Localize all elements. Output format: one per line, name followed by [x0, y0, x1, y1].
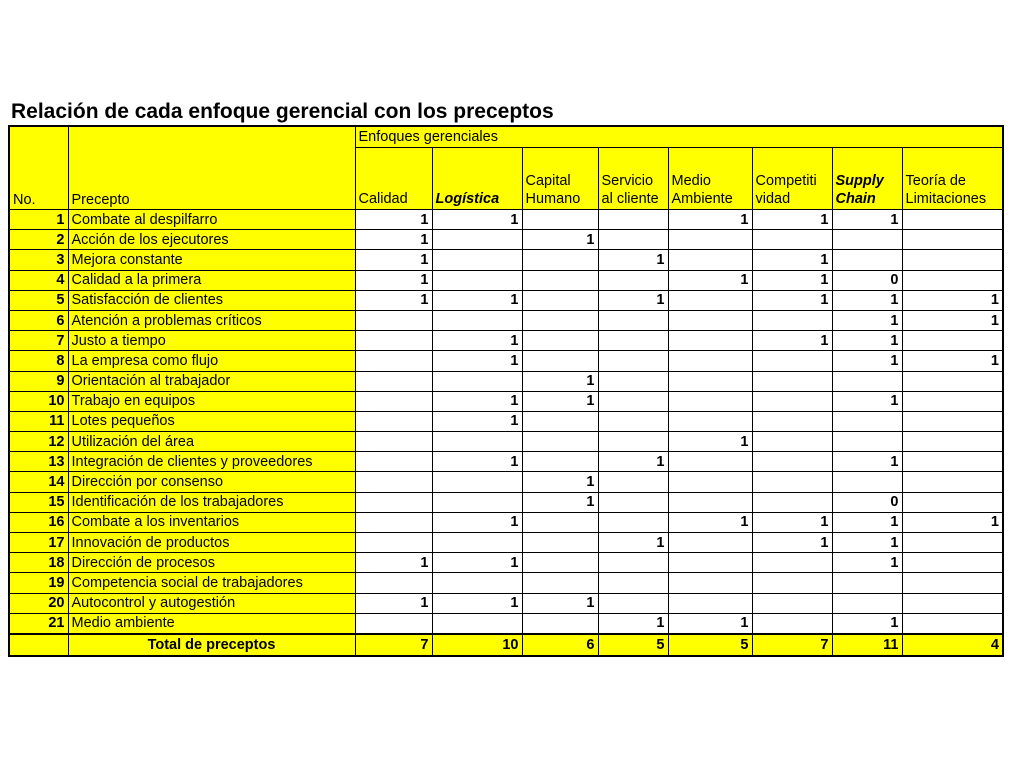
cell-value: 1 [598, 533, 668, 553]
row-precepto: Combate al despilfarro [68, 210, 355, 230]
row-number: 12 [9, 432, 68, 452]
total-row [9, 634, 1003, 656]
cell-value [668, 472, 752, 492]
cell-value: 1 [432, 391, 522, 411]
row-number: 11 [9, 411, 68, 431]
row-number: 7 [9, 331, 68, 351]
cell-value: 1 [598, 290, 668, 310]
page-title: Relación de cada enfoque gerencial con los preceptos [11, 100, 554, 123]
row-number: 4 [9, 270, 68, 290]
row-number: 15 [9, 492, 68, 512]
cell-value: 1 [432, 452, 522, 472]
cell-value [832, 432, 902, 452]
row-precepto: Acción de los ejecutores [68, 230, 355, 250]
cell-value [522, 553, 598, 573]
cell-value: 1 [752, 250, 832, 270]
cell-value [902, 250, 1003, 270]
total-value: 5 [598, 634, 668, 656]
cell-value [598, 573, 668, 593]
table-row [9, 432, 1003, 452]
cell-value [752, 452, 832, 472]
cell-value [432, 371, 522, 391]
cell-value [598, 472, 668, 492]
row-precepto: Innovación de productos [68, 533, 355, 553]
row-number: 14 [9, 472, 68, 492]
cell-value [598, 371, 668, 391]
row-number: 8 [9, 351, 68, 371]
table-row [9, 573, 1003, 593]
cell-value [902, 472, 1003, 492]
cell-value [432, 432, 522, 452]
total-value: 7 [752, 634, 832, 656]
cell-value [432, 310, 522, 330]
cell-value [598, 411, 668, 431]
cell-value [832, 472, 902, 492]
cell-value [832, 230, 902, 250]
cell-value [832, 593, 902, 613]
cell-value: 1 [832, 512, 902, 532]
cell-value [522, 512, 598, 532]
cell-value [832, 411, 902, 431]
cell-value [752, 371, 832, 391]
cell-value [752, 391, 832, 411]
row-precepto: Trabajo en equipos [68, 391, 355, 411]
row-precepto: La empresa como flujo [68, 351, 355, 371]
cell-value: 1 [752, 512, 832, 532]
table-row [9, 553, 1003, 573]
table-row [9, 210, 1003, 230]
cell-value [598, 270, 668, 290]
row-number: 10 [9, 391, 68, 411]
cell-value [752, 613, 832, 634]
cell-value [668, 250, 752, 270]
row-number: 2 [9, 230, 68, 250]
row-number: 13 [9, 452, 68, 472]
cell-value: 1 [832, 533, 902, 553]
cell-value [432, 230, 522, 250]
cell-value [902, 573, 1003, 593]
cell-value: 1 [598, 452, 668, 472]
cell-value: 1 [432, 351, 522, 371]
cell-value [752, 432, 832, 452]
cell-value [668, 391, 752, 411]
cell-value: 1 [432, 512, 522, 532]
cell-value [355, 573, 432, 593]
cell-value: 0 [832, 492, 902, 512]
table-row [9, 512, 1003, 532]
cell-value [902, 391, 1003, 411]
cell-value [522, 452, 598, 472]
cell-value: 1 [355, 593, 432, 613]
cell-value [598, 432, 668, 452]
cell-value [432, 270, 522, 290]
cell-value: 1 [668, 270, 752, 290]
cell-value [668, 351, 752, 371]
cell-value [522, 210, 598, 230]
cell-value: 1 [522, 593, 598, 613]
row-number: 18 [9, 553, 68, 573]
cell-value [752, 573, 832, 593]
cell-value: 1 [902, 290, 1003, 310]
cell-value [902, 270, 1003, 290]
cell-value: 1 [668, 512, 752, 532]
cell-value [432, 492, 522, 512]
cell-value [902, 553, 1003, 573]
cell-value [355, 310, 432, 330]
row-number: 16 [9, 512, 68, 532]
row-precepto: Utilización del área [68, 432, 355, 452]
cell-value [902, 452, 1003, 472]
cell-value [668, 593, 752, 613]
cell-value [752, 411, 832, 431]
cell-value: 1 [432, 553, 522, 573]
cell-value [355, 391, 432, 411]
table-row [9, 533, 1003, 553]
header-no: No. [9, 126, 68, 210]
cell-value [355, 492, 432, 512]
cell-value [668, 371, 752, 391]
row-precepto: Competencia social de trabajadores [68, 573, 355, 593]
table-row [9, 593, 1003, 613]
table-row [9, 472, 1003, 492]
table-row [9, 331, 1003, 351]
header-competitividad: Competiti vidad [752, 148, 832, 210]
cell-value [902, 331, 1003, 351]
cell-value: 1 [832, 391, 902, 411]
cell-value [902, 371, 1003, 391]
cell-value [832, 250, 902, 270]
cell-value [355, 512, 432, 532]
cell-value: 1 [522, 492, 598, 512]
cell-value [902, 230, 1003, 250]
header-enfoques-gerenciales: Enfoques gerenciales [355, 126, 1003, 148]
row-precepto: Combate a los inventarios [68, 512, 355, 532]
total-empty-cell [9, 634, 68, 656]
cell-value [355, 411, 432, 431]
row-number: 1 [9, 210, 68, 230]
cell-value: 1 [598, 613, 668, 634]
cell-value: 1 [432, 210, 522, 230]
header-logistica: Logística [432, 148, 522, 210]
header-teoria-limitaciones: Teoría de Limitaciones [902, 148, 1003, 210]
row-number: 6 [9, 310, 68, 330]
cell-value: 1 [752, 290, 832, 310]
cell-value: 1 [832, 310, 902, 330]
header-calidad: Calidad [355, 148, 432, 210]
cell-value: 1 [902, 351, 1003, 371]
table-row [9, 371, 1003, 391]
row-precepto: Dirección de procesos [68, 553, 355, 573]
cell-value [598, 310, 668, 330]
cell-value: 1 [432, 290, 522, 310]
cell-value [598, 492, 668, 512]
total-value: 11 [832, 634, 902, 656]
cell-value [668, 452, 752, 472]
cell-value [598, 331, 668, 351]
row-number: 20 [9, 593, 68, 613]
row-precepto: Identificación de los trabajadores [68, 492, 355, 512]
cell-value: 1 [832, 351, 902, 371]
cell-value [902, 593, 1003, 613]
cell-value [668, 533, 752, 553]
row-number: 3 [9, 250, 68, 270]
cell-value [355, 472, 432, 492]
cell-value: 1 [522, 391, 598, 411]
cell-value: 1 [432, 411, 522, 431]
table-row [9, 250, 1003, 270]
cell-value [752, 230, 832, 250]
cell-value: 1 [432, 331, 522, 351]
cell-value [668, 573, 752, 593]
total-label: Total de preceptos [68, 634, 355, 656]
row-number: 17 [9, 533, 68, 553]
cell-value: 1 [522, 371, 598, 391]
cell-value: 1 [355, 270, 432, 290]
table-row [9, 391, 1003, 411]
cell-value [522, 331, 598, 351]
cell-value: 1 [355, 250, 432, 270]
cell-value: 1 [902, 310, 1003, 330]
cell-value [752, 492, 832, 512]
row-number: 5 [9, 290, 68, 310]
total-value: 7 [355, 634, 432, 656]
cell-value [902, 533, 1003, 553]
cell-value [902, 613, 1003, 634]
row-precepto: Dirección por consenso [68, 472, 355, 492]
row-precepto: Calidad a la primera [68, 270, 355, 290]
table-row [9, 492, 1003, 512]
cell-value: 1 [752, 270, 832, 290]
cell-value: 1 [522, 472, 598, 492]
cell-value [355, 432, 432, 452]
cell-value: 1 [832, 331, 902, 351]
row-number: 9 [9, 371, 68, 391]
table-row [9, 613, 1003, 634]
cell-value [598, 512, 668, 532]
cell-value [668, 230, 752, 250]
cell-value [902, 492, 1003, 512]
header-precepto: Precepto [68, 126, 355, 210]
cell-value [522, 270, 598, 290]
cell-value: 1 [355, 553, 432, 573]
cell-value [522, 613, 598, 634]
total-value: 4 [902, 634, 1003, 656]
row-precepto: Autocontrol y autogestión [68, 593, 355, 613]
row-precepto: Integración de clientes y proveedores [68, 452, 355, 472]
cell-value: 1 [752, 210, 832, 230]
cell-value [832, 371, 902, 391]
cell-value [752, 472, 832, 492]
cell-value: 1 [598, 250, 668, 270]
cell-value: 1 [832, 290, 902, 310]
header-servicio-cliente: Servicio al cliente [598, 148, 668, 210]
cell-value [668, 290, 752, 310]
cell-value [522, 573, 598, 593]
cell-value: 1 [832, 452, 902, 472]
cell-value [355, 613, 432, 634]
cell-value [598, 593, 668, 613]
cell-value [432, 613, 522, 634]
cell-value [522, 250, 598, 270]
cell-value [668, 411, 752, 431]
cell-value [355, 452, 432, 472]
cell-value: 1 [668, 432, 752, 452]
cell-value: 1 [432, 593, 522, 613]
cell-value [598, 230, 668, 250]
row-precepto: Orientación al trabajador [68, 371, 355, 391]
total-value: 10 [432, 634, 522, 656]
table-row [9, 351, 1003, 371]
row-precepto: Justo a tiempo [68, 331, 355, 351]
table-row [9, 452, 1003, 472]
table-row [9, 411, 1003, 431]
cell-value: 1 [668, 613, 752, 634]
cell-value [432, 573, 522, 593]
total-value: 5 [668, 634, 752, 656]
cell-value [598, 351, 668, 371]
cell-value [902, 411, 1003, 431]
cell-value [668, 331, 752, 351]
header-supply-chain: Supply Chain [832, 148, 902, 210]
cell-value [355, 351, 432, 371]
cell-value [355, 331, 432, 351]
table-row [9, 230, 1003, 250]
cell-value [752, 593, 832, 613]
cell-value: 1 [522, 230, 598, 250]
cell-value [832, 573, 902, 593]
cell-value [598, 391, 668, 411]
cell-value [355, 533, 432, 553]
cell-value: 1 [355, 210, 432, 230]
cell-value [752, 553, 832, 573]
cell-value [668, 310, 752, 330]
row-precepto: Atención a problemas críticos [68, 310, 355, 330]
cell-value [522, 432, 598, 452]
cell-value [668, 492, 752, 512]
cell-value [432, 533, 522, 553]
cell-value [432, 250, 522, 270]
row-precepto: Satisfacción de clientes [68, 290, 355, 310]
cell-value [752, 351, 832, 371]
cell-value [522, 290, 598, 310]
cell-value [522, 411, 598, 431]
row-precepto: Medio ambiente [68, 613, 355, 634]
row-number: 19 [9, 573, 68, 593]
cell-value: 1 [355, 290, 432, 310]
cell-value [432, 472, 522, 492]
cell-value: 1 [668, 210, 752, 230]
row-precepto: Lotes pequeños [68, 411, 355, 431]
precepts-table [8, 125, 1004, 657]
cell-value: 1 [832, 613, 902, 634]
total-value: 6 [522, 634, 598, 656]
cell-value [598, 210, 668, 230]
cell-value [598, 553, 668, 573]
cell-value: 0 [832, 270, 902, 290]
table-row [9, 310, 1003, 330]
cell-value: 1 [355, 230, 432, 250]
cell-value: 1 [752, 331, 832, 351]
cell-value [752, 310, 832, 330]
cell-value [902, 210, 1003, 230]
table-row [9, 290, 1003, 310]
table-row [9, 270, 1003, 290]
cell-value [522, 351, 598, 371]
cell-value: 1 [832, 553, 902, 573]
cell-value: 1 [752, 533, 832, 553]
cell-value: 1 [832, 210, 902, 230]
cell-value: 1 [902, 512, 1003, 532]
row-precepto: Mejora constante [68, 250, 355, 270]
cell-value [522, 310, 598, 330]
cell-value [902, 432, 1003, 452]
cell-value [355, 371, 432, 391]
header-capital-humano: Capital Humano [522, 148, 598, 210]
cell-value [522, 533, 598, 553]
header-medio-ambiente: Medio Ambiente [668, 148, 752, 210]
row-number: 21 [9, 613, 68, 634]
cell-value [668, 553, 752, 573]
